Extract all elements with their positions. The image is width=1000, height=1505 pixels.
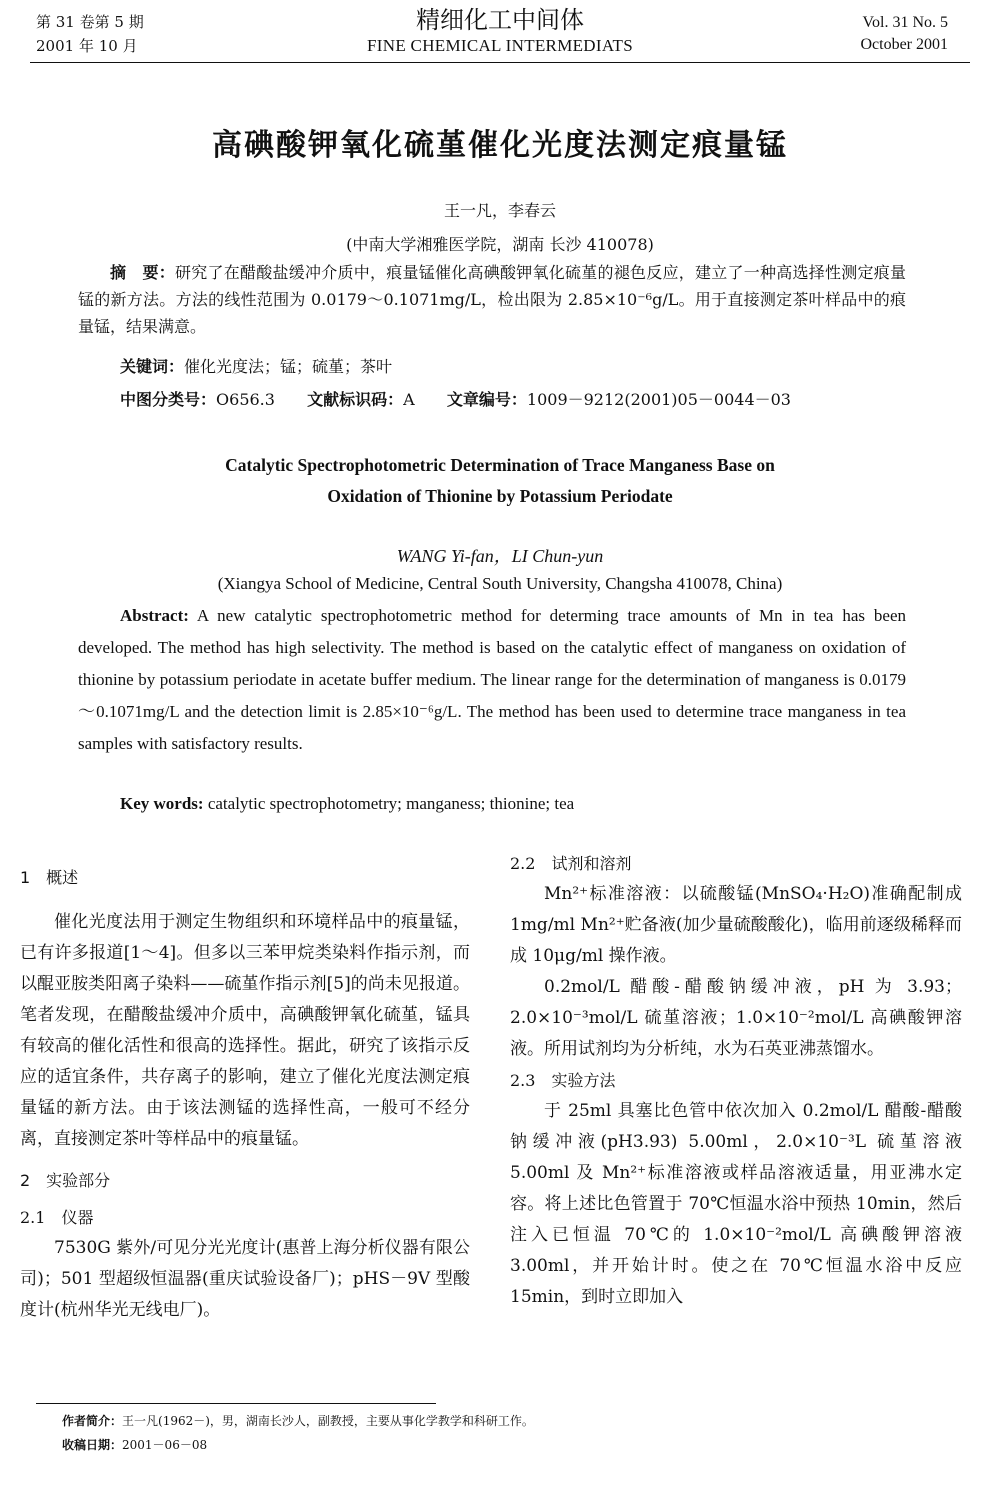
doc-label: 文献标识码： [307, 390, 404, 409]
title-en-line1: Catalytic Spectrophotometric Determination of Trace Manganess Base on [225, 455, 775, 475]
abstract-label-en: Abstract: [120, 606, 189, 625]
journal-header [0, 6, 1000, 58]
footnote-rule [36, 1403, 436, 1404]
abstract-label-cn: 摘 要： [110, 263, 175, 282]
abstract-text-cn: 研究了在醋酸盐缓冲介质中，痕量锰催化高碘酸钾氧化硫堇的褪色反应，建立了一种高选择性测定痕量锰的新方法。方法的线性范围为 0.0179～0.1071mg/L，检出限为 2.85×10⁻⁶g/L。用于直接测定茶叶样品中的痕量锰，结果满意。 [78, 263, 906, 336]
class-label: 中图分类号： [120, 390, 217, 409]
affiliation-en: (Xiangya School of Medicine, Central South University, Changsha 410078, China) [217, 574, 783, 593]
keywords-text-cn: 催化光度法；锰；硫堇；茶叶 [184, 357, 393, 376]
affiliation-cn: (中南大学湘雅医学院，湖南 长沙 410078) [346, 235, 654, 254]
issue-date-en: October 2001 [860, 36, 948, 53]
volume-issue: 第 31 卷第 5 期 [36, 13, 144, 31]
received-date-text: 2001－06－08 [122, 1438, 208, 1452]
header-rule [30, 62, 970, 63]
section-2-3-heading: 2.3 实验方法 [510, 1071, 616, 1090]
class-value: O656.3 [216, 390, 275, 409]
doc-value: A [403, 390, 415, 409]
authors-cn: 王一凡，李春云 [443, 201, 556, 220]
abstract-cn [78, 259, 906, 340]
keywords-text-en: catalytic spectrophotometry; manganess; thionine; tea [207, 794, 575, 813]
article-value: 1009－9212(2001)05－0044－03 [526, 390, 791, 409]
received-date-label: 收稿日期： [62, 1438, 123, 1452]
body-left-column [20, 862, 470, 1326]
author-bio-label: 作者简介： [62, 1414, 123, 1428]
keywords-label-en: Key words: [120, 794, 204, 813]
keywords-label-cn: 关键词： [120, 357, 185, 376]
section-2-heading: 2 实验部分 [20, 1171, 111, 1190]
abstract-text-en: A new catalytic spectrophotometric method for determing trace amounts of Mn in tea has been developed. The method has high selectivity. The method is based on the catalytic effect of manganess on oxidation of thionine by potassium periodate in acetate buffer medium. The linear range for the determination of manganess is 0.0179～0.1071mg/L and the detection limit is 2.85×10⁻⁶g/L. The method has been used to determine trace manganess in tea samples with satisfactory results. [78, 606, 907, 753]
paper-title-cn: 高碘酸钾氧化硫堇催化光度法测定痕量锰 [212, 128, 788, 163]
paper-title-en [0, 450, 1000, 512]
section-2-1-heading: 2.1 仪器 [20, 1208, 94, 1227]
footnote [62, 1409, 534, 1457]
article-label: 文章编号： [446, 390, 527, 409]
issue-info-en [860, 12, 948, 56]
issue-date: 2001 年 10 月 [36, 37, 138, 55]
author-bio-text: 王一凡(1962－)，男，湖南长沙人，副教授，主要从事化学教学和科研工作。 [122, 1414, 534, 1428]
classification-line [78, 386, 906, 413]
keywords-cn [78, 353, 906, 380]
title-en-line2: Oxidation of Thionine by Potassium Periodate [327, 486, 673, 506]
section-1-paragraph: 催化光度法用于测定生物组织和环境样品中的痕量锰，已有许多报道[1～4]。但多以三苯甲烷类染料作指示剂，而以醌亚胺类阳离子染料——硫堇作指示剂[5]的尚未见报道。笔者发现，在醋酸盐缓冲介质中，高碘酸钾氧化硫堇，锰具有较高的催化活性和很高的选择性。据此，研究了该指示反应的适宜条件，共存离子的影响，建立了催化光度法测定痕量锰的新方法。由于该法测锰的选择性高，一般可不经分离，直接测定茶叶等样品中的痕量锰。 [20, 912, 470, 1149]
section-2-2-paragraph-2: 0.2mol/L 醋酸-醋酸钠缓冲液，pH 为 3.93；2.0×10⁻³mol/L 硫堇溶液；1.0×10⁻²mol/L 高碘酸钾溶液。所用试剂均为分析纯，水为石英亚沸蒸馏水。 [510, 977, 962, 1059]
abstract-en [78, 600, 906, 760]
section-1-heading: 1 概述 [20, 868, 79, 887]
volume-issue-en: Vol. 31 No. 5 [862, 14, 948, 31]
keywords-en [78, 788, 906, 820]
section-2-3-paragraph: 于 25ml 具塞比色管中依次加入 0.2mol/L 醋酸-醋酸钠缓冲液(pH3.93) 5.00ml，2.0×10⁻³L 硫堇溶液 5.00ml 及 Mn²⁺标准溶液或样品溶液适量，用亚沸水定容。将上述比色管置于 70℃恒温水浴中预热 10min，然后注入已恒温 70℃的 1.0×10⁻²mol/L 高碘酸钾溶液 3.00ml，并开始计时。使之在 70℃恒温水浴中反应 15min，到时立即加入 [510, 1101, 962, 1307]
journal-name-en: FINE CHEMICAL INTERMEDIATS [367, 36, 633, 55]
journal-name-cn: 精细化工中间体 [416, 6, 584, 34]
section-2-2-paragraph-1: Mn²⁺标准溶液：以硫酸锰(MnSO₄·H₂O)准确配制成 1mg/ml Mn²⁺贮备液(加少量硫酸酸化)，临用前逐级稀释而成 10μg/ml 操作液。 [510, 884, 962, 966]
authors-en: WANG Yi-fan，LI Chun-yun [396, 546, 604, 566]
section-2-2-heading: 2.2 试剂和溶剂 [510, 854, 632, 873]
section-2-1-paragraph: 7530G 紫外/可见分光光度计(惠普上海分析仪器有限公司)；501 型超级恒温器(重庆试验设备厂)；pHS－9V 型酸度计(杭州华光无线电厂)。 [20, 1238, 470, 1320]
body-right-column [510, 848, 962, 1313]
